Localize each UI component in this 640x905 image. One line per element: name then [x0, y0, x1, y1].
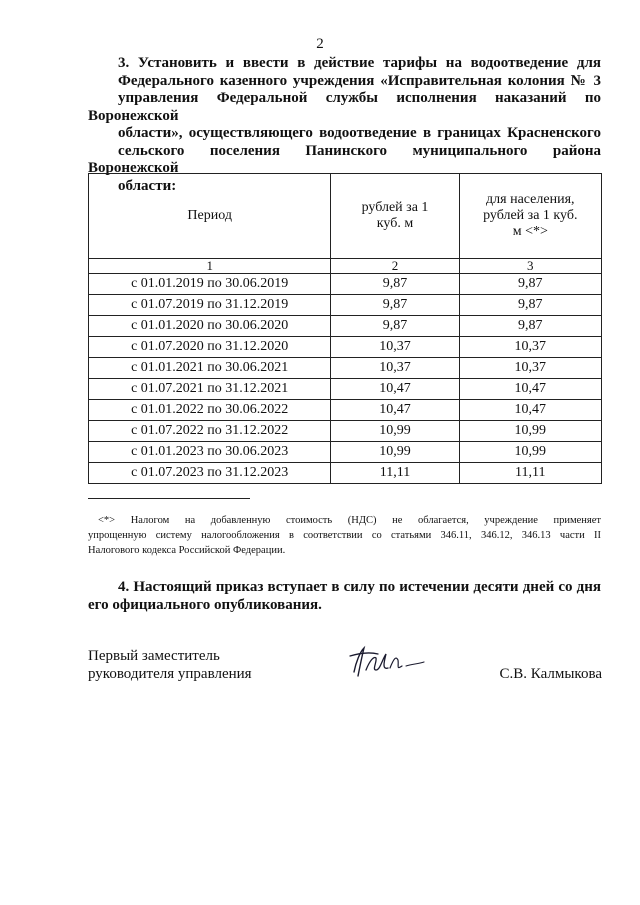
header-population-rub-per-m3: [459, 174, 601, 259]
table-row: [89, 274, 602, 295]
footnote-line: <*> Налогом на добавленную стоимость (НДС) не облагается, учреждение применяет: [98, 515, 601, 526]
signer-title-line: руководителя управления: [88, 666, 252, 682]
tariff-cell: 10,37: [331, 337, 459, 358]
period-cell: с 01.01.2021 по 30.06.2021: [89, 358, 331, 379]
table-row: [89, 379, 602, 400]
table-row: [89, 316, 602, 337]
header-rub-per-m3-text: рублей за 1 куб. м: [361, 200, 429, 231]
table-row: [89, 442, 602, 463]
population-tariff-cell: 9,87: [459, 295, 601, 316]
signer-title: [88, 647, 252, 683]
table-row: [89, 463, 602, 484]
paragraph-3-line: 3. Установить и ввести в действие тарифы на водоотведение для: [118, 55, 601, 71]
population-tariff-cell: 10,37: [459, 337, 601, 358]
page-number: 2: [316, 36, 324, 52]
period-cell: с 01.07.2022 по 31.12.2022: [89, 421, 331, 442]
column-number-row: [89, 259, 602, 274]
tariff-cell: 10,37: [331, 358, 459, 379]
footnote-divider: [88, 498, 250, 499]
paragraph-3-line: управления Федеральной службы исполнения наказаний по Воронежской: [88, 90, 601, 124]
table-row: [89, 358, 602, 379]
paragraph-3-line: области», осуществляющего водоотведение в границах Красненского: [118, 125, 601, 141]
tariff-cell: 10,99: [331, 421, 459, 442]
population-tariff-cell: 11,11: [459, 463, 601, 484]
tariff-cell: 11,11: [331, 463, 459, 484]
tariff-cell: 9,87: [331, 295, 459, 316]
tariff-cell: 9,87: [331, 274, 459, 295]
tariff-cell: 10,47: [331, 379, 459, 400]
period-cell: с 01.01.2023 по 30.06.2023: [89, 442, 331, 463]
handwritten-signature: [346, 642, 428, 682]
column-number: 1: [89, 259, 331, 274]
table-header-row: [89, 174, 602, 259]
period-cell: с 01.07.2023 по 31.12.2023: [89, 463, 331, 484]
signer-title-line: Первый заместитель: [88, 648, 220, 664]
population-tariff-cell: 9,87: [459, 274, 601, 295]
paragraph-3-line: Федерального казенного учреждения «Исправительная колония № 3: [118, 72, 601, 89]
tariff-cell: 9,87: [331, 316, 459, 337]
tariff-table: [88, 173, 602, 484]
period-cell: с 01.01.2022 по 30.06.2022: [89, 400, 331, 421]
population-tariff-cell: 10,99: [459, 442, 601, 463]
footnote: [88, 513, 601, 558]
table-row: [89, 421, 602, 442]
table-row: [89, 337, 602, 358]
table-row: [89, 295, 602, 316]
period-cell: с 01.07.2020 по 31.12.2020: [89, 337, 331, 358]
header-rub-per-m3: [331, 174, 459, 259]
population-tariff-cell: 9,87: [459, 316, 601, 337]
paragraph-4-line: 4. Настоящий приказ вступает в силу по истечении десяти дней со дня: [118, 579, 601, 595]
tariff-cell: 10,47: [331, 400, 459, 421]
paragraph-3-line: области:: [118, 177, 177, 194]
header-period: Период: [89, 174, 331, 259]
period-cell: с 01.07.2019 по 31.12.2019: [89, 295, 331, 316]
footnote-line: упрощенную систему налогообложения в соответствии со статьями 346.11, 346.12, 346.13 части II: [88, 530, 601, 541]
population-tariff-cell: 10,47: [459, 379, 601, 400]
period-cell: с 01.01.2020 по 30.06.2020: [89, 316, 331, 337]
paragraph-4: [88, 579, 601, 614]
paragraph-4-line: его официального опубликования.: [88, 596, 322, 613]
population-tariff-cell: 10,47: [459, 400, 601, 421]
table-row: [89, 400, 602, 421]
signer-name: С.В. Калмыкова: [499, 666, 602, 682]
column-number: 2: [331, 259, 459, 274]
footnote-line: Налогового кодекса Российской Федерации.: [88, 545, 286, 556]
period-cell: с 01.07.2021 по 31.12.2021: [89, 379, 331, 400]
period-cell: с 01.01.2019 по 30.06.2019: [89, 274, 331, 295]
header-population-text: для населения, рублей за 1 куб. м <*>: [483, 192, 578, 239]
tariff-cell: 10,99: [331, 442, 459, 463]
paragraph-3-line: сельского поселения Панинского муниципального района Воронежской: [88, 142, 601, 176]
population-tariff-cell: 10,37: [459, 358, 601, 379]
population-tariff-cell: 10,99: [459, 421, 601, 442]
column-number: 3: [459, 259, 601, 274]
